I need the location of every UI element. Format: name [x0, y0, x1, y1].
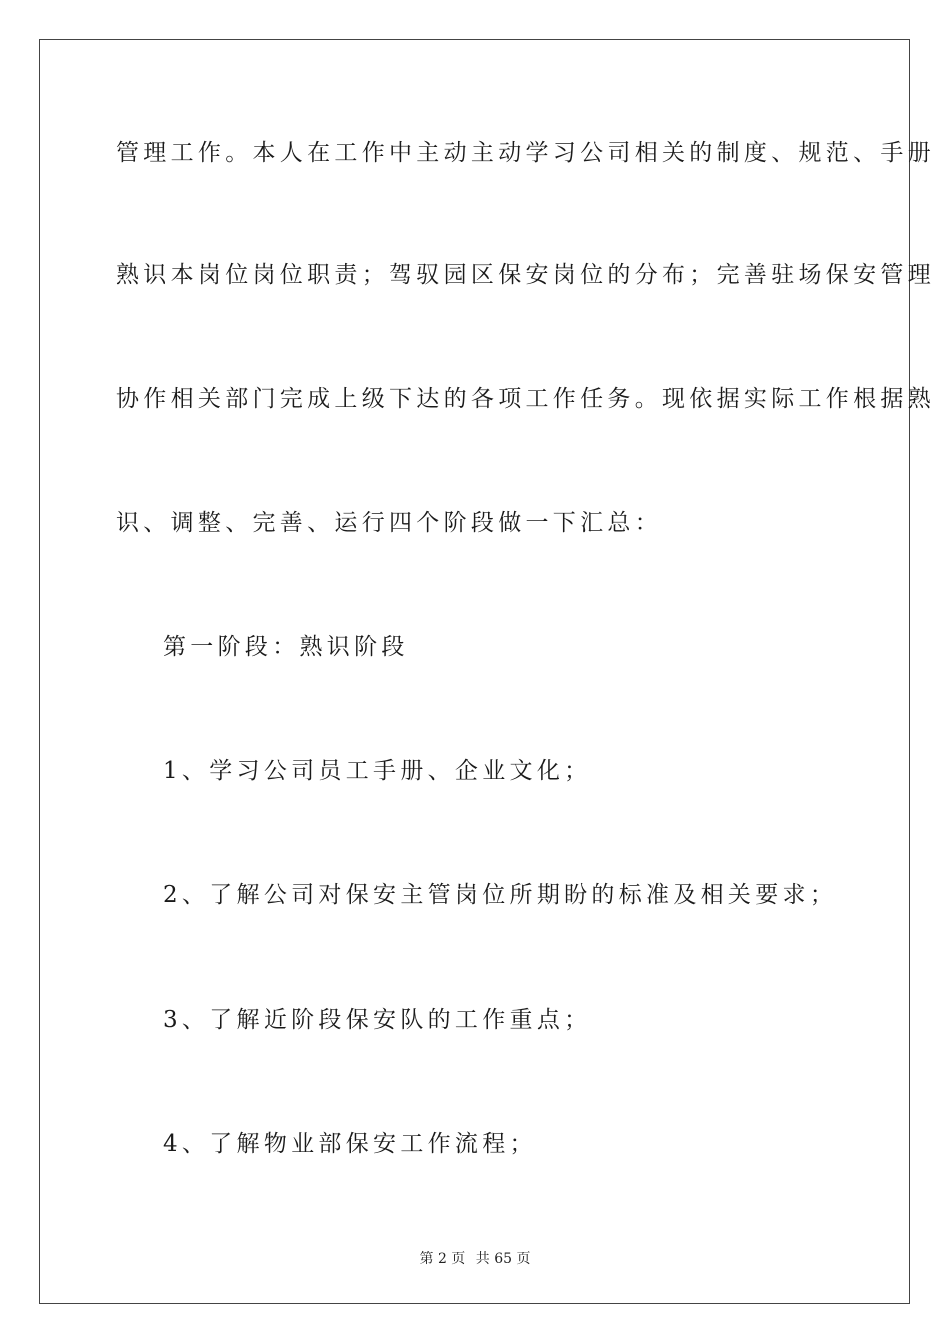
list-item-3: 3、了解近阶段保安队的工作重点；: [163, 1007, 592, 1033]
list-item-2: 2、了解公司对保安主管岗位所期盼的标准及相关要求；: [163, 882, 838, 908]
list-item-1: 1、学习公司员工手册、企业文化；: [163, 758, 592, 784]
paragraph-line-1: 管理工作。本人在工作中主动主动学习公司相关的制度、规范、手册: [116, 140, 935, 166]
paragraph-line-4: 识、调整、完善、运行四个阶段做一下汇总：: [116, 510, 662, 536]
page-number: 第 2 页: [419, 1251, 466, 1267]
section-heading: 第一阶段：熟识阶段: [163, 634, 409, 660]
page-total: 共 65 页: [475, 1251, 531, 1267]
paragraph-line-3: 协作相关部门完成上级下达的各项工作任务。现依据实际工作根据熟: [116, 386, 935, 412]
page-footer: [0, 1248, 950, 1268]
paragraph-line-2: 熟识本岗位岗位职责；驾驭园区保安岗位的分布；完善驻场保安管理: [116, 262, 935, 288]
page-border: [39, 39, 935, 1304]
list-item-4: 4、了解物业部保安工作流程；: [163, 1131, 537, 1157]
